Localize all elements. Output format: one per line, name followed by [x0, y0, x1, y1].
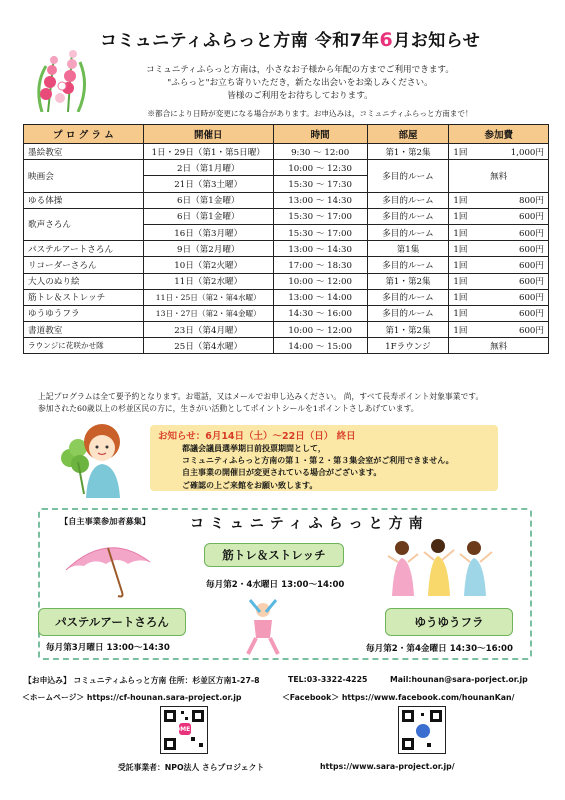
program-date: 16日（第3月曜） [143, 224, 273, 240]
program-name: 歌声さろん [24, 208, 144, 240]
notice-title: お知らせ：6月14日（土）～22日（日） 終日 [158, 431, 356, 442]
qr-pattern-icon [399, 707, 445, 753]
site-link[interactable]: https://www.sara-project.or.jp/ [320, 762, 455, 771]
header-fee: 参加費 [449, 125, 549, 144]
header-program: プ ロ グ ラ ム [24, 125, 144, 144]
program-room: 多目的ルーム [367, 289, 449, 305]
recruit-heading: 【自主事業参加者募集】 [60, 516, 151, 526]
intro-line: 皆様のご利用をお待ちしております。 [227, 91, 373, 101]
table-row [24, 241, 549, 257]
table-row [24, 160, 549, 176]
program-room: 多目的ルーム [367, 192, 449, 208]
change-note: ※都合により日時が変更になる場合があります。お申込みは，コミュニティふらっと方南まで！ [147, 109, 473, 118]
program-name: 墨絵教室 [24, 144, 144, 160]
program-time: 13:00 ～ 14:30 [273, 192, 367, 208]
program-table [23, 124, 549, 354]
program-fee: 1回 600円 [449, 241, 549, 257]
program-fee: 無料 [449, 160, 549, 192]
program-fee: 1回 600円 [449, 273, 549, 289]
program-time: 15:30 ～ 17:00 [273, 224, 367, 240]
program-time: 10:00 ～ 12:00 [273, 273, 367, 289]
program-name: ゆる体操 [24, 192, 144, 208]
program-fee: 1回 600円 [449, 224, 549, 240]
program-time: 15:30 ～ 17:00 [273, 208, 367, 224]
girl-with-clover-illustration [58, 418, 130, 498]
reservation-line: 上記プログラムは全て要予約となります。お電話，又はメールでお申し込みください。 尚，すべて長寿ポイント対象事業です。 [38, 392, 484, 401]
program-date: 13日・27日（第2・第4金曜） [143, 305, 273, 321]
notice-line: コミュニティふらっと方南の第１・第２・第３集会室がご利用できません。 [182, 456, 454, 466]
program-date: 11日・25日（第2・第4水曜） [143, 289, 273, 305]
recruit-schedule-hula: 毎月第2・第4金曜日 14:30～16:00 [366, 644, 514, 654]
program-time: 13:00 ～ 14:00 [273, 289, 367, 305]
footer-mail[interactable]: Mail:hounan@sara-porject.or.jp [390, 675, 528, 684]
reservation-note [38, 391, 548, 415]
qr-home-label: HOME [170, 726, 191, 733]
program-name: リコーダーさろん [24, 257, 144, 273]
program-name: ゆうゆうフラ [24, 305, 144, 321]
table-row [24, 144, 549, 160]
recruit-item-pastel: パステルアートさろん [38, 608, 186, 636]
program-time: 10:00 ～ 12:00 [273, 322, 367, 338]
stretching-figure-illustration [240, 598, 286, 656]
reservation-line: 参加された60歳以上の杉並区民の方に，生きがい活動としてポイントシールを1ポイントさしあげています。 [38, 404, 419, 413]
qr-code-facebook[interactable] [398, 706, 446, 754]
footer-operator: 受託事業者：NPO法人 さらプロジェクト [118, 763, 265, 772]
program-date: 23日（第4月曜） [143, 322, 273, 338]
program-date: 2日（第1月曜） [143, 160, 273, 176]
table-row [24, 273, 549, 289]
program-room: 1Fラウンジ [367, 338, 449, 354]
header-time: 時間 [273, 125, 367, 144]
program-room: 多目的ルーム [367, 160, 449, 192]
homepage-link[interactable]: ＜ホームページ＞ https://cf-hounan.sara-project.or.jp [22, 693, 242, 702]
table-row [24, 208, 549, 224]
program-date: 6日（第1金曜） [143, 192, 273, 208]
program-time: 10:00 ～ 12:30 [273, 160, 367, 176]
program-fee: 1回 600円 [449, 322, 549, 338]
program-room: 多目的ルーム [367, 257, 449, 273]
recruit-item-strength: 筋トレ＆ストレッチ [204, 543, 344, 567]
program-date: 25日（第4水曜） [143, 338, 273, 354]
program-time: 9:30 ～ 12:00 [273, 144, 367, 160]
program-fee: 1回 600円 [449, 257, 549, 273]
page-title: コミュニティふらっと方南 令和7年6月お知らせ [100, 29, 481, 51]
program-time: 13:00 ～ 14:30 [273, 241, 367, 257]
recruit-schedule-strength: 毎月第2・4水曜日 13:00～14:00 [206, 580, 345, 590]
program-time: 15:30 ～ 17:30 [273, 176, 367, 192]
program-fee: 無料 [449, 338, 549, 354]
notice-line: 自主事業の開催日が変更されている場合がございます。 [182, 468, 382, 478]
program-room: 第1集 [367, 241, 449, 257]
program-name: 筋トレ＆ストレッチ [24, 289, 144, 305]
program-time: 14:00 ～ 15:00 [273, 338, 367, 354]
recruit-title: コミュニティふらっと方南 [190, 516, 429, 532]
table-row [24, 192, 549, 208]
intro-line: "ふらっと"お立ち寄りいただき，新たな出会いをお楽しみください。 [167, 78, 433, 88]
program-time: 14:30 ～ 16:00 [273, 305, 367, 321]
program-fee: 1回 800円 [449, 192, 549, 208]
notice-line: 都議会議員選挙期日前投票期間として， [182, 444, 326, 453]
program-date: 21日（第3土曜） [143, 176, 273, 192]
program-date: 11日（第2水曜） [143, 273, 273, 289]
hula-dancers-illustration [384, 536, 496, 596]
program-fee: 1回 600円 [449, 305, 549, 321]
header-room: 部屋 [367, 125, 449, 144]
program-name: ラウンジに花咲かせ隊 [24, 338, 144, 354]
notice-box [150, 425, 498, 491]
program-fee: 1回 600円 [449, 289, 549, 305]
table-row [24, 322, 549, 338]
table-header-row [24, 125, 549, 144]
program-name: 書道教室 [24, 322, 144, 338]
table-row [24, 257, 549, 273]
program-date: 1日・29日（第1・第5日曜） [143, 144, 273, 160]
footer-tel: TEL:03-3322-4225 [288, 675, 368, 684]
program-room: 多目的ルーム [367, 208, 449, 224]
program-name: 大人のぬり絵 [24, 273, 144, 289]
facebook-link[interactable]: ＜Facebook＞ https://www.facebook.com/hounanKan/ [282, 693, 515, 702]
program-room: 第1・第2集 [367, 322, 449, 338]
program-date: 9日（第2月曜） [143, 241, 273, 257]
program-date: 10日（第2火曜） [143, 257, 273, 273]
recruit-item-hula: ゆうゆうフラ [385, 608, 513, 636]
program-fee: 1回 600円 [449, 208, 549, 224]
program-fee: 1回 1,000円 [449, 144, 549, 160]
program-name: 映画会 [24, 160, 144, 192]
umbrella-illustration [62, 540, 154, 600]
program-room: 第1・第2集 [367, 273, 449, 289]
program-date: 6日（第1金曜） [143, 208, 273, 224]
program-name: パステルアートさろん [24, 241, 144, 257]
program-room: 第1・第2集 [367, 144, 449, 160]
recruit-schedule-pastel: 毎月第3月曜日 13:00～14:30 [46, 643, 170, 653]
table-row [24, 289, 549, 305]
intro-text [60, 64, 540, 103]
table-row [24, 305, 549, 321]
intro-line: コミュニティふらっと方南は，小さなお子様から年配の方までご利用できます。 [146, 65, 454, 75]
header-date: 開催日 [143, 125, 273, 144]
notice-line: ご確認の上ご来館をお願い致します。 [182, 480, 318, 490]
program-room: 多目的ルーム [367, 224, 449, 240]
notice-body [182, 443, 492, 492]
program-time: 17:00 ～ 18:30 [273, 257, 367, 273]
table-row [24, 338, 549, 354]
program-room: 多目的ルーム [367, 305, 449, 321]
footer-apply: 【お申込み】 コミュニティふらっと方南 住所：杉並区方南1-27-8 [24, 676, 260, 685]
